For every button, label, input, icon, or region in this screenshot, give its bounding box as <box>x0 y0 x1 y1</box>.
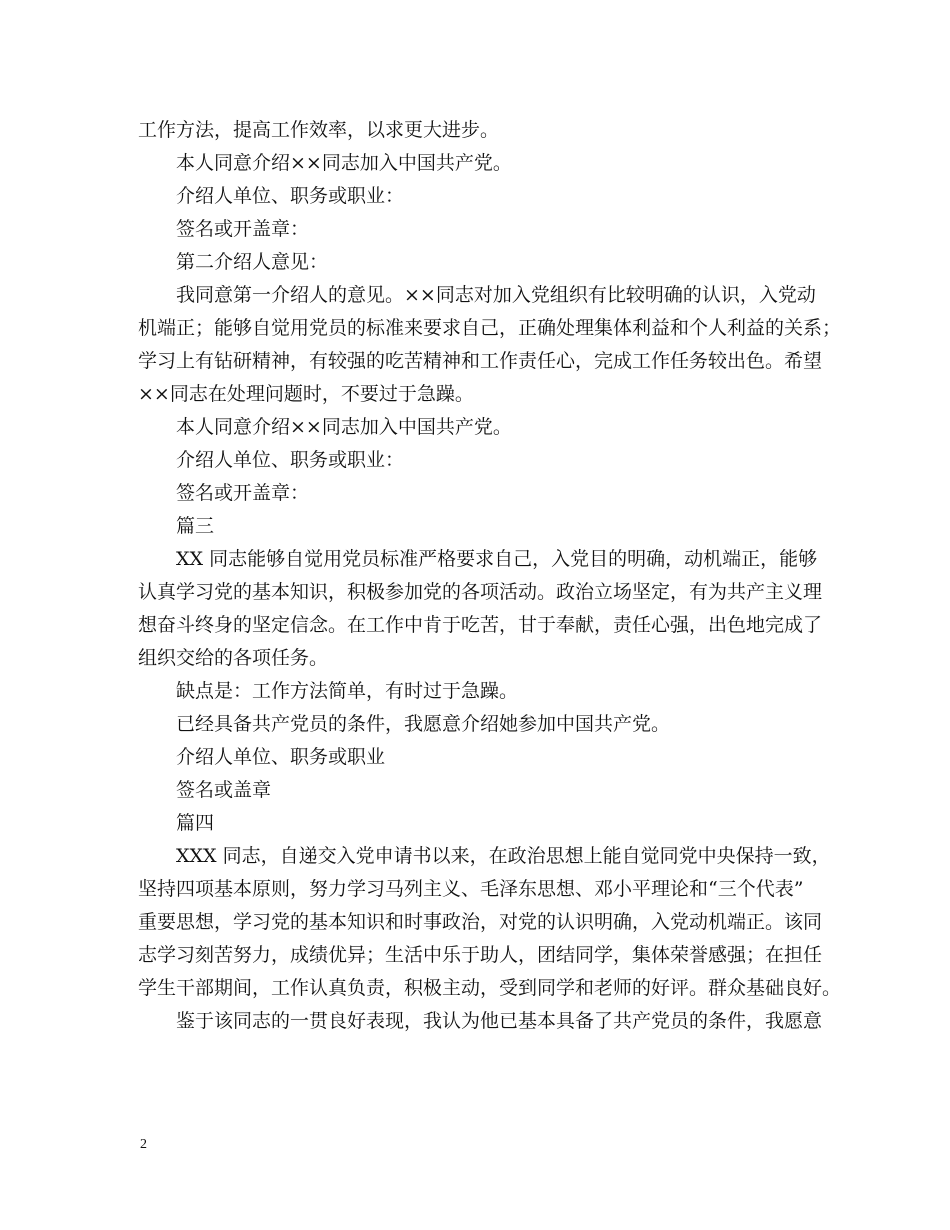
text-line: 签名或开盖章： <box>176 218 310 240</box>
text-line: 重要思想，学习党的基本知识和时事政治，对党的认识明确，入党动机端正。该同 <box>138 911 823 933</box>
text-line: 签名或盖章 <box>176 779 272 801</box>
section-heading: 第二介绍人意见： <box>176 251 329 273</box>
text-line: 介绍人单位、职务或职业： <box>176 449 405 471</box>
text-line: 鉴于该同志的一贯良好表现，我认为他已基本具备了共产党员的条件，我愿意 <box>176 1010 823 1032</box>
body-text <box>138 114 842 1038</box>
text-line: ××同志在处理问题时，不要过于急躁。 <box>138 383 474 405</box>
text-line: XXX 同志，自递交入党申请书以来，在政治思想上能自觉同党中央保持一致， <box>176 845 831 867</box>
text-line: 机端正；能够自觉用党员的标准来要求自己，正确处理集体利益和个人利益的关系； <box>138 317 842 339</box>
page-number: 2 <box>140 1137 147 1152</box>
text-line: 组织交给的各项任务。 <box>138 647 329 669</box>
text-line: 志学习刻苦努力，成绩优异；生活中乐于助人，团结同学，集体荣誉感强；在担任 <box>138 944 823 966</box>
text-line: 签名或开盖章： <box>176 482 310 504</box>
text-line: 介绍人单位、职务或职业 <box>176 746 386 768</box>
text-line: 想奋斗终身的坚定信念。在工作中肯于吃苦，甘于奉献，责任心强，出色地完成了 <box>138 614 823 636</box>
text-line: 坚持四项基本原则，努力学习马列主义、毛泽东思想、邓小平理论和“三个代表” <box>138 878 804 900</box>
text-line: 工作方法，提高工作效率，以求更大进步。 <box>138 119 500 141</box>
text-line: 我同意第一介绍人的意见。××同志对加入党组织有比较明确的认识，入党动 <box>176 284 816 306</box>
text-line: 认真学习党的基本知识，积极参加党的各项活动。政治立场坚定，有为共产主义理 <box>138 581 823 603</box>
text-line: 已经具备共产党员的条件，我愿意介绍她参加中国共产党。 <box>176 713 671 735</box>
text-line: 本人同意介绍××同志加入中国共产党。 <box>176 152 512 174</box>
text-line: 学习上有钻研精神，有较强的吃苦精神和工作责任心，完成工作任务较出色。希望 <box>138 350 823 372</box>
text-line: 缺点是：工作方法简单，有时过于急躁。 <box>176 680 519 702</box>
text-line: XX 同志能够自觉用党员标准严格要求自己，入党目的明确，动机端正，能够 <box>176 548 818 570</box>
text-line: 介绍人单位、职务或职业： <box>176 185 405 207</box>
section-heading: 篇三 <box>176 515 215 537</box>
section-heading: 篇四 <box>176 812 215 834</box>
text-line: 学生干部期间，工作认真负责，积极主动，受到同学和老师的好评。群众基础良好。 <box>138 977 842 999</box>
text-line: 本人同意介绍××同志加入中国共产党。 <box>176 416 512 438</box>
